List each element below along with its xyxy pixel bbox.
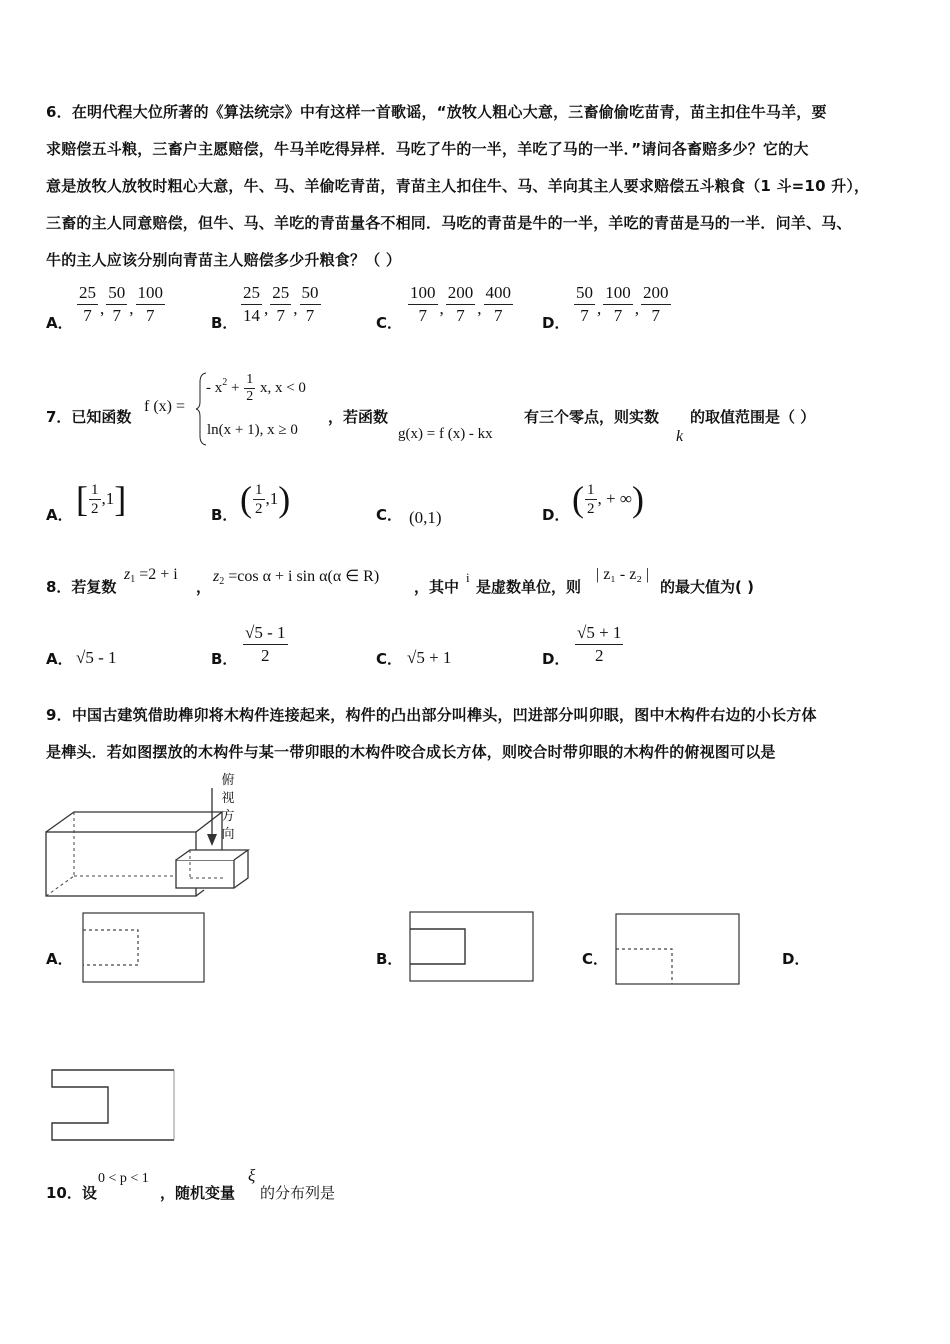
view-direction-label: 俯 视 方 向 — [221, 773, 235, 842]
option-b-expression: $\frac{√5 - 1}{2}$ — [245, 623, 286, 665]
piecewise-case-1: - $x^2$ + $\frac{1}{2}$ x, x < 0 — [206, 372, 306, 404]
question-7-gx: g(x) = f (x) - kx — [398, 426, 493, 442]
option-b-top-view[interactable] — [409, 911, 535, 983]
option-label-a[interactable]: A． — [46, 506, 73, 524]
question-10-suffix: 的分布列是 — [260, 1184, 336, 1202]
question-6-line: 意是放牧人放牧时粗心大意，牛、马、羊偷吃青苗，青苗主人扣住牛、马、羊向其主人要求赔偿五斗粮食（1 斗=10 升）， — [46, 177, 870, 195]
option-label-b[interactable]: B． — [376, 950, 403, 968]
option-d-interval: ( $\frac{1}{2}$ , + ∞) — [572, 479, 644, 519]
option-a-expression: √5 - 1 — [76, 648, 117, 667]
option-a-top-view[interactable] — [82, 912, 206, 984]
question-8-comma: ， — [196, 578, 212, 596]
option-label-a[interactable]: A． — [46, 314, 73, 332]
option-label-d[interactable]: D． — [542, 650, 570, 668]
option-label-c[interactable]: C． — [376, 650, 403, 668]
question-7-mid: ，若函数 — [328, 408, 389, 426]
question-6-line: 6．在明代程大位所著的《算法统宗》中有这样一首歌谣，“放牧人粗心大意，三畜偷偷吃苗青，苗主扣住牛马羊，要 — [46, 103, 827, 121]
question-6-line: 求赔偿五斗粮，三畜户主愿赔偿，牛马羊吃得异样．马吃了牛的一半，羊吃了马的一半．”请问各畜赔多少？它的大 — [46, 140, 809, 158]
question-6-line: 三畜的主人同意赔偿，但牛、马、羊吃的青苗量各不相同．马吃的青苗是牛的一半，羊吃的青苗是马的一半．问羊、马、 — [46, 214, 852, 232]
option-d-expression: $\frac{√5 + 1}{2}$ — [577, 623, 622, 665]
option-d-top-view[interactable] — [50, 1068, 180, 1142]
option-c-interval: (0,1) — [409, 508, 442, 527]
option-c-top-view[interactable] — [615, 913, 741, 986]
option-a-expression: $\frac{25}{7}$ , $\frac{50}{7}$ , $\frac{100}{7}$ — [79, 283, 163, 325]
option-d-expression: $\frac{50}{7}$ , $\frac{100}{7}$ , $\frac{200}{7}$ — [576, 283, 669, 325]
option-label-a[interactable]: A． — [46, 650, 73, 668]
modulus-expression: | z₁ - z₂ | — [596, 566, 650, 583]
question-10-prefix: 10．设 — [46, 1184, 97, 1202]
mortise-tenon-figure — [44, 774, 284, 900]
option-c-expression: √5 + 1 — [407, 648, 452, 667]
question-7-mid2: 有三个零点，则实数 — [524, 408, 660, 426]
option-label-b[interactable]: B． — [211, 314, 238, 332]
question-8-prefix: 8．若复数 — [46, 578, 117, 596]
question-6-text — [46, 94, 918, 279]
question-9-line: 是榫头．若如图摆放的木构件与某一带卯眼的木构件咬合成长方体，则咬合时带卯眼的木构件的俯视图可以是 — [46, 743, 776, 761]
random-variable-xi: ξ — [248, 1166, 256, 1185]
option-c-expression: $\frac{100}{7}$ , $\frac{200}{7}$ , $\frac{400}{7}$ — [410, 283, 511, 325]
question-7-prefix: 7．已知函数 — [46, 408, 132, 426]
question-8-mid2: 是虚数单位，则 — [476, 578, 582, 596]
option-label-c[interactable]: C． — [376, 314, 403, 332]
piecewise-case-2: ln(x + 1), x ≥ 0 — [207, 422, 298, 438]
question-7-suffix: 的取值范围是（ ） — [690, 408, 816, 426]
option-b-expression: $\frac{25}{14}$ , $\frac{25}{7}$ , $\frac{50}{7}$ — [243, 283, 319, 325]
question-8-suffix: 的最大值为( ) — [660, 578, 754, 596]
question-9-text — [46, 697, 918, 771]
option-label-d[interactable]: D． — [542, 506, 570, 524]
question-10-condition: 0 < p < 1 — [98, 1171, 149, 1186]
question-6-line: 牛的主人应该分别向青苗主人赔偿多少升粮食？（ ） — [46, 251, 402, 269]
z2-expression: $z_2 =\cos$ α + i sin α(α ∈ R) — [213, 568, 380, 587]
option-label-b[interactable]: B． — [211, 506, 238, 524]
question-8-mid: ，其中 — [414, 578, 460, 596]
option-b-interval: ( $\frac{1}{2}$ ,1) — [240, 479, 291, 519]
option-a-interval: [ $\frac{1}{2}$ ,1] — [76, 479, 127, 519]
option-label-d[interactable]: D． — [542, 314, 570, 332]
option-label-a[interactable]: A． — [46, 950, 73, 968]
question-7-k: k — [676, 428, 684, 445]
z1-expression: $z_1 =2 + i$ — [124, 566, 178, 585]
option-label-b[interactable]: B． — [211, 650, 238, 668]
question-10-mid: ，随机变量 — [160, 1184, 236, 1202]
option-label-c[interactable]: C． — [582, 950, 609, 968]
question-7-fx: f (x) = — [144, 398, 186, 415]
question-9-line: 9．中国古建筑借助榫卯将木构件连接起来，构件的凸出部分叫榫头，凹进部分叫卯眼，图中木构件右边的小长方体 — [46, 706, 817, 724]
option-label-c[interactable]: C． — [376, 506, 403, 524]
option-label-d[interactable]: D． — [782, 950, 810, 968]
imaginary-unit: i — [466, 570, 470, 585]
